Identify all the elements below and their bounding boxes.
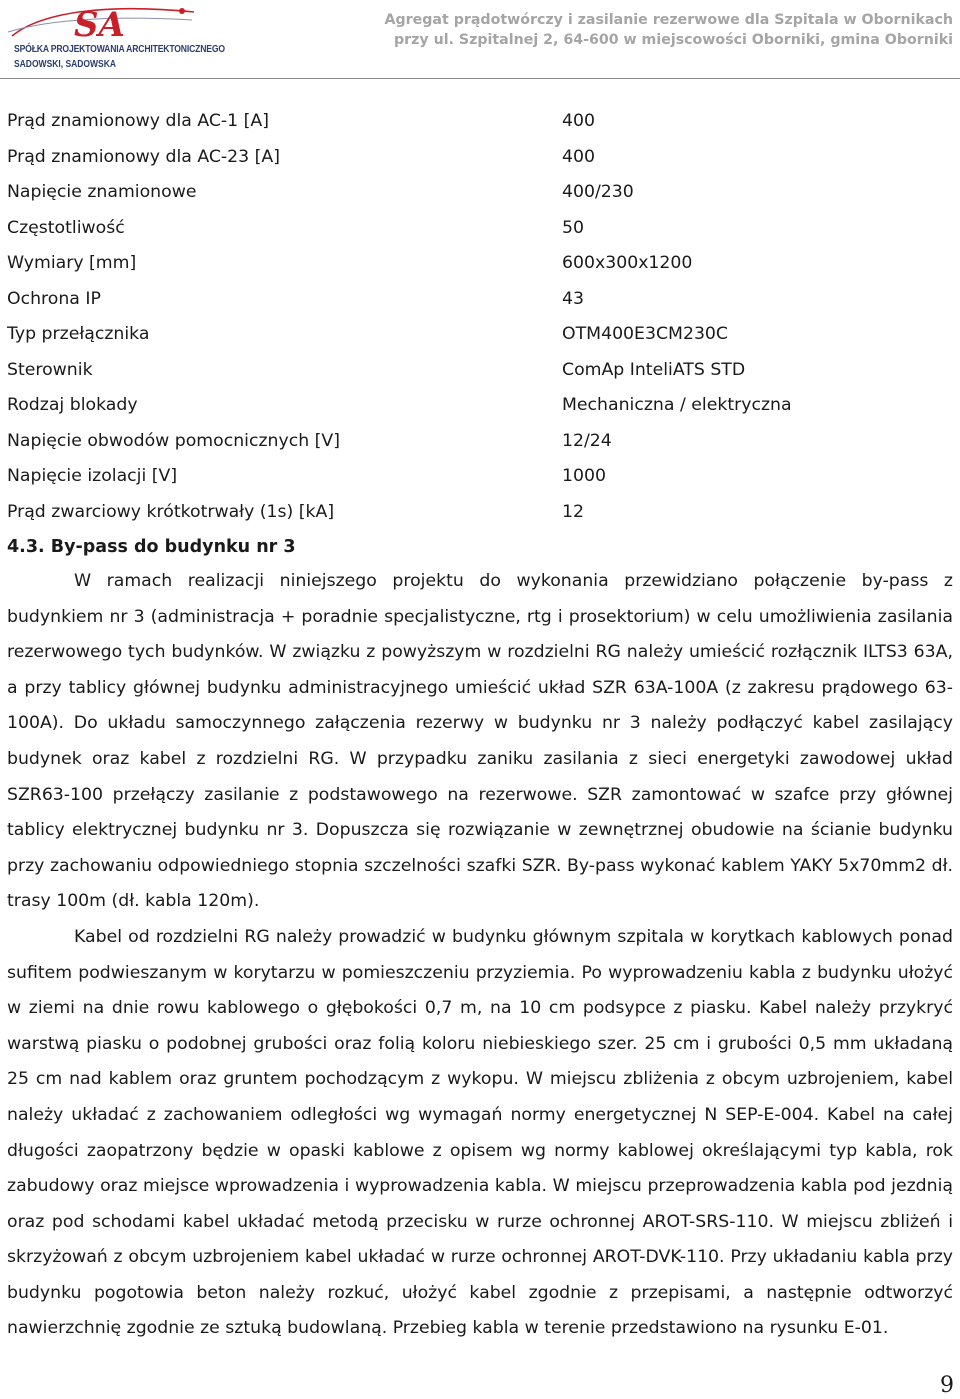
section-heading: 4.3. By-pass do budynku nr 3 [7, 537, 296, 557]
spec-label: Prąd znamionowy dla AC-23 [A] [7, 146, 280, 167]
spec-row [7, 424, 947, 460]
document-title-line2: przy ul. Szpitalnej 2, 64-600 w miejscowości Oborniki, gmina Oborniki [394, 31, 953, 48]
spec-value: ComAp InteliATS STD [562, 359, 746, 380]
specification-list [7, 104, 947, 530]
spec-row [7, 211, 947, 247]
spec-row [7, 459, 947, 495]
spec-label: Prąd zwarciowy krótkotrwały (1s) [kA] [7, 501, 335, 522]
spec-label: Napięcie izolacji [V] [7, 466, 178, 486]
spec-value: 400 [562, 111, 595, 131]
paragraph: W ramach realizacji niniejszego projektu do wykonania przewidziano połączenie by-pass z budynkiem nr 3 (administracja + poradnie specjalistyczne, rtg i prosektorium) w celu umożliwienia zasilania rezerwowego tych budynków. W związku z powyższym w rozdzielni RG należy umieścić rozłącznik ILTS3 63A, a przy tablicy głównej budynku administracyjnego umieścić układ SZR 63A-100A (z zakresu prądowego 63-100A). Do układu samoczynnego załączenia rezerwy w budynku nr 3 należy podłączyć kabel zasilający budynek oraz kabel z rozdzielni RG. W przypadku zaniku zasilania z sieci energetyki zawodowej układ SZR63-100 przełączy zasilanie z podstawowego na rezerwowe. SZR zamontować w szafce przy głównej tablicy elektrycznej budynku nr 3. Dopuszcza się rozwiązanie w zewnętrznej obudowie na ścianie budynku przy zachowaniu odpowiedniego stopnia szczelności szafki SZR. By-pass wykonać kablem YAKY 5x70mm2 dł. trasy 100m (dł. kabla 120m). [7, 571, 953, 912]
logo-graphic [4, 2, 200, 44]
company-logo [4, 2, 225, 74]
spec-label: Napięcie znamionowe [7, 182, 197, 202]
page-number: 9 [940, 1373, 954, 1398]
spec-value: 12/24 [562, 430, 612, 451]
logo-owner-names: SADOWSKI, SADOWSKA [14, 59, 116, 70]
spec-row [7, 388, 947, 424]
header-divider [0, 78, 960, 79]
document-title-line1: Agregat prądotwórczy i zasilanie rezerwowe dla Szpitala w Obornikach [384, 12, 953, 28]
spec-value: 600x300x1200 [562, 253, 693, 273]
spec-label: Rodzaj blokady [7, 395, 138, 415]
page-header [0, 0, 960, 78]
spec-row [7, 495, 947, 531]
logo-company-name: SPÓŁKA PROJEKTOWANIA ARCHITEKTONICZNEGO [14, 43, 225, 55]
spec-row [7, 140, 947, 176]
spec-label: Prąd znamionowy dla AC-1 [A] [7, 111, 269, 131]
spec-row [7, 282, 947, 318]
spec-value: OTM400E3CM230C [562, 324, 728, 344]
spec-row [7, 317, 947, 353]
spec-row [7, 104, 947, 140]
spec-row [7, 353, 947, 389]
logo-monogram: SA [74, 5, 125, 44]
spec-row [7, 175, 947, 211]
spec-label: Typ przełącznika [7, 324, 150, 344]
section-body [7, 564, 953, 1347]
spec-value: 43 [562, 288, 584, 309]
spec-label: Ochrona IP [7, 288, 101, 309]
spec-value: Mechaniczna / elektryczna [562, 395, 792, 415]
spec-value: 50 [562, 217, 584, 238]
spec-label: Wymiary [mm] [7, 253, 137, 273]
spec-value: 1000 [562, 466, 606, 486]
spec-value: 400 [562, 146, 595, 167]
paragraph: Kabel od rozdzielni RG należy prowadzić w budynku głównym szpitala w korytkach kablowych ponad sufitem podwieszanym w korytarzu w pomieszczeniu przyziemia. Po wyprowadzeniu kabla z budynku ułożyć w ziemi na dnie rowu kablowego o głębokości 0,7 m, na 10 cm podsypce z piasku. Kabel należy przykryć warstwą piasku o podobnej grubości oraz folią koloru niebieskiego szer. 25 cm i grubości 0,5 mm układaną 25 cm nad kablem oraz gruntem pochodzącym z wykopu. W miejscu zbliżenia z obcym uzbrojeniem, kabel należy układać z zachowaniem odległości wg wymagań normy energetycznej N SEP-E-004. Kabel na całej długości zaopatrzony będzie w opaski kablowe z opisem wg normy kablowej określającymi typ kabla, rok zabudowy oraz miejsce wprowadzenia i wyprowadzenia kabla. W miejscu przeprowadzenia kabla pod jezdnią oraz pod schodami kabel układać metodą przecisku w rurze ochronnej AROT-SRS-110. W miejscu zbliżeń i skrzyżowań z obcym uzbrojeniem kabel układać w rurze ochronnej AROT-DVK-110. Przy układaniu kabla przy budynku pogotowia beton należy rozkuć, ułożyć kabel zgodnie z przepisami, a następnie odtworzyć nawierzchnię zgodnie ze sztuką budowlaną. Przebieg kabla w terenie przedstawiono na rysunku E-01. [7, 926, 953, 1339]
document-title [385, 11, 954, 50]
spec-label: Napięcie obwodów pomocnicznych [V] [7, 430, 340, 451]
spec-label: Częstotliwość [7, 217, 125, 238]
spec-value: 400/230 [562, 182, 634, 202]
spec-row [7, 246, 947, 282]
spec-value: 12 [562, 501, 584, 522]
spec-label: Sterownik [7, 359, 93, 380]
